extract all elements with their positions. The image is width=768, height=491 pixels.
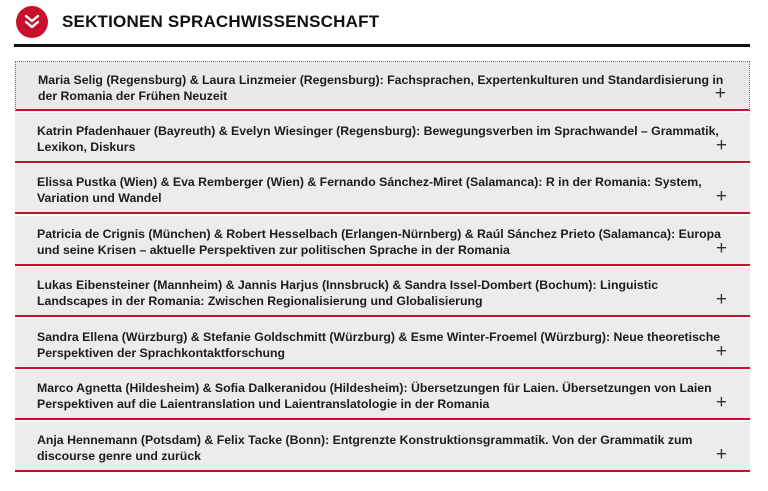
accordion-list [15,61,750,473]
accordion-item-label: Marco Agnetta (Hildesheim) & Sofia Dalkeranidou (Hildesheim): Übersetzungen für Laien. Übersetzungen von Laien Perspektiven auf die Laientranslation und Laientranslatologie in der Romania [37,381,712,411]
expand-plus-icon[interactable]: + [715,392,727,413]
accordion-item[interactable] [15,422,750,472]
accordion-item[interactable] [15,164,750,214]
expand-plus-icon[interactable]: + [715,186,727,207]
accordion-item-label: Lukas Eibensteiner (Mannheim) & Jannis Harjus (Innsbruck) & Sandra Issel-Dombert (Bochum): Linguistic Landscapes in der Romania: Zwischen Regionalisierung und Globalisierung [37,278,659,308]
accordion-item-label: Anja Hennemann (Potsdam) & Felix Tacke (Bonn): Entgrenzte Konstruktionsgrammatik. Von der Grammatik zum discourse genre und zurück [37,432,693,463]
section-header [14,4,750,47]
page-title: SEKTIONEN SPRACHWISSENSCHAFT [62,12,380,31]
accordion-item-label: Katrin Pfadenhauer (Bayreuth) & Evelyn Wiesinger (Regensburg): Bewegungsverben im Sprachwandel – Grammatik, Lexikon, Diskurs [37,123,719,154]
accordion-item[interactable] [15,61,750,111]
expand-plus-icon[interactable]: + [715,289,727,310]
accordion-item[interactable] [15,113,750,163]
accordion-item[interactable] [15,267,750,317]
accordion-item-label: Elissa Pustka (Wien) & Eva Remberger (Wien) & Fernando Sánchez-Miret (Salamanca): R in der Romania: System, Variation und Wandel [37,175,702,205]
accordion-item[interactable] [15,319,750,369]
accordion-item[interactable] [15,370,750,420]
expand-plus-icon[interactable]: + [715,237,727,259]
expand-plus-icon[interactable]: + [714,83,726,104]
accordion-item-label: Maria Selig (Regensburg) & Laura Linzmeier (Regensburg): Fachsprachen, Expertenkulturen und Standardisierung in der Romania der Frühen Neuzeit [38,73,724,103]
expand-plus-icon[interactable]: + [715,443,727,465]
accordion-item-label: Sandra Ellena (Würzburg) & Stefanie Goldschmitt (Würzburg) & Esme Winter-Froemel (Würzburg): Neue theoretische Perspektiven der Sprachkontaktforschung [37,329,721,360]
accordion-item-label: Patricia de Crignis (München) & Robert Hesselbach (Erlangen-Nürnberg) & Raúl Sánchez Prieto (Salamanca): Europa und seine Krisen – aktuelle Perspektiven zur politischen Sprache in der Romania [37,226,721,257]
expand-plus-icon[interactable]: + [715,134,727,156]
accordion-item[interactable] [15,216,750,266]
expand-plus-icon[interactable]: + [715,340,727,362]
double-chevron-down-icon[interactable] [16,6,48,38]
